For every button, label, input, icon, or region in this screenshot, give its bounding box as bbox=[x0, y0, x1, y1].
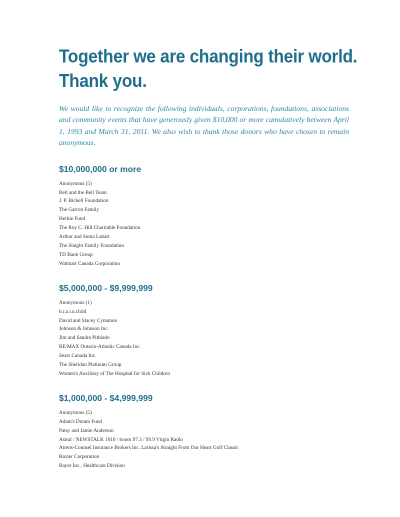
donor-item: Adam's Dream Fund bbox=[59, 418, 103, 425]
donor-item: Astral / NEWSTALK 1010 / boom 97.3 / 99.9 Virgin Radio bbox=[59, 436, 183, 443]
donor-recognition-page bbox=[59, 44, 358, 471]
donor-item: Bell and the Bell Team bbox=[59, 189, 107, 196]
donor-item: Atrens-Counsel Insurance Brokers Inc. Larissa's Straight From Our Heart Golf Classic bbox=[59, 445, 239, 452]
tier-heading-5m-10m: $5,000,000 - $9,999,999 bbox=[59, 282, 153, 293]
donor-item: J. P. Bickell Foundation bbox=[59, 198, 109, 205]
donor-item: Anonymous (5) bbox=[59, 409, 92, 416]
tier-heading-10m-plus: $10,000,000 or more bbox=[59, 163, 142, 174]
donor-item: TD Bank Group bbox=[59, 251, 93, 258]
donor-item: b.r.a.i.n.child bbox=[59, 308, 87, 315]
headline-line-2: Thank you. bbox=[59, 71, 147, 92]
donor-item: Anonymous (5) bbox=[59, 180, 92, 187]
donor-item: The Roy C. Hill Charitable Foundation bbox=[59, 225, 141, 232]
donor-item: Arthur and Sonia Labatt bbox=[59, 234, 110, 241]
donor-item: Sears Canada Inc. bbox=[59, 353, 97, 360]
donor-item: Herbie Fund bbox=[59, 216, 86, 223]
donor-item: RE/MAX Ontario-Atlantic Canada Inc. bbox=[59, 344, 141, 351]
tier-heading-1m-5m: $1,000,000 - $4,999,999 bbox=[59, 392, 153, 403]
donor-item: Walmart Canada Corporation bbox=[59, 260, 120, 267]
donor-item: Patsy and Jamie Anderson bbox=[59, 427, 114, 434]
donor-list-1m-5m bbox=[59, 409, 349, 471]
donor-item: Baxter Corporation bbox=[59, 454, 100, 461]
donor-item: The Sheridan Platinum Group bbox=[59, 362, 122, 369]
intro-paragraph: We would like to recognize the following individuals, corporations, foundations, associations and community events that have generously given $10,000 or more cumulatively between April 1, 1993 and March 31, 2011. We also wish to thank those donors who have chosen to remain anonymous. bbox=[59, 104, 349, 148]
donor-list-10m-plus bbox=[59, 180, 349, 269]
donor-item: Jim and Sandra Pitblado bbox=[59, 335, 110, 342]
donor-item: The Garron Family bbox=[59, 207, 100, 214]
donor-item: The Slaight Family Foundation bbox=[59, 242, 124, 249]
donor-item: Bayer Inc., Healthcare Division bbox=[59, 463, 125, 470]
donor-item: Anonymous (1) bbox=[59, 299, 92, 306]
donor-item: Women's Auxiliary of The Hospital for Sick Children bbox=[59, 370, 170, 377]
donor-item: David and Stacey Cynamon bbox=[59, 317, 118, 324]
donor-item: Johnson & Johnson Inc. bbox=[59, 326, 109, 333]
page-headline bbox=[59, 44, 358, 94]
donor-list-5m-10m bbox=[59, 299, 349, 379]
headline-line-1: Together we are changing their world. bbox=[59, 46, 358, 67]
